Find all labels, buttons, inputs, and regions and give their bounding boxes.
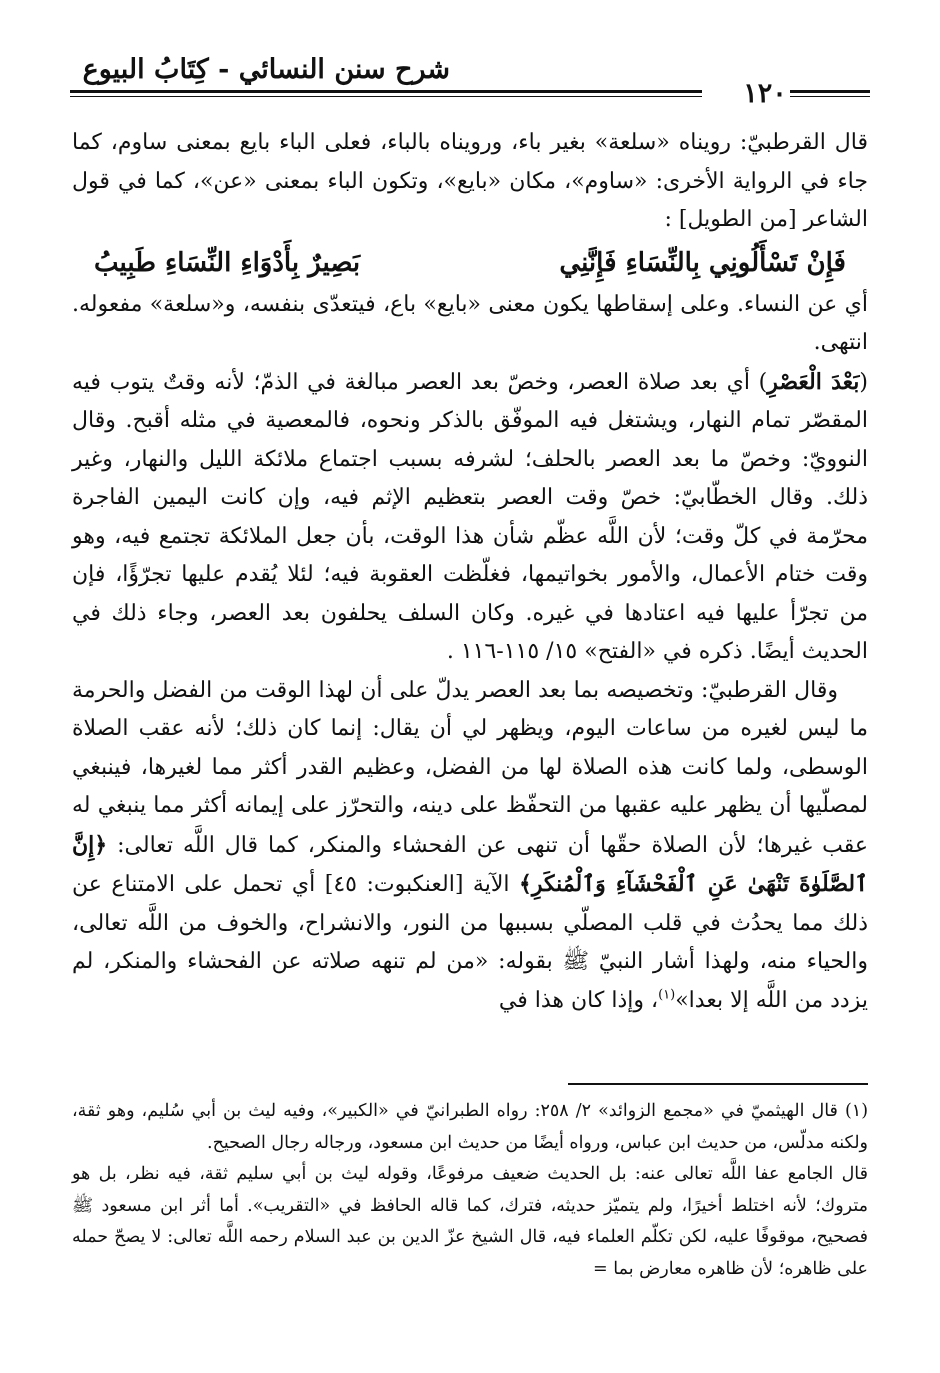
footnote-1-comment: قال الجامع عفا اللَّه تعالى عنه: بل الحديث ضعيف مرفوعًا، وقوله ليث بن أبي سليم ثقة، فيه نظر، بل هو متروك؛ لأنه اختلط أخيرًا، ولم يتميّز حديثه، فترك، كما قاله الحافظ في «التقريب». أما أثر ابن مسعود ﷺ فصحيح، موقوفًا عليه، لكن تكلّم العلماء فيه، قال الشيخ عزّ الدين بن عبد السلام رحمه اللَّه تعالى: لا يصحّ حمله على ظاهره؛ لأن ظاهره معارض بما = (72, 1164, 868, 1279)
poetry-verse (72, 240, 868, 286)
footnote-separator (568, 1083, 868, 1085)
paragraph-qurtubi-1: قال القرطبيّ: رويناه «سلعة» بغير باء، ورويناه بالباء، فعلى الباء بايع بمعنى ساوم، كما جاء في الرواية الأخرى: «ساوم»، مكان «بايع»، وتكون الباء بمعنى «عن»، كما في قول الشاعر [من الطويل] : (72, 130, 868, 232)
lemma-after-asr: بَعْدَ الْعَصْرِ (767, 368, 860, 395)
verse-first-hemistich: فَإِنْ تَسْأَلُونِي بِالنِّسَاءِ فَإِنَّنِي (559, 247, 846, 278)
header-rule-right-thin (790, 96, 870, 97)
header-rule-right (790, 90, 870, 93)
footnotes (72, 1096, 868, 1285)
paragraph-after-asr: (بَعْدَ الْعَصْرِ) أي بعد صلاة العصر، وخصّ بعد العصر مبالغة في الذمّ؛ لأنه وقتٌ يتوب فيه المقصّر تمام النهار، ويشتغل فيه الموفّق بالذكر ونحوه، فالمعصية في مثله أقبح. وقال النوويّ: وخصّ ما بعد العصر بالحلف؛ لشرفه بسبب اجتماع ملائكة الليل والنهار، وغير ذلك. وقال الخطّابيّ: خصّ وقت العصر بتعظيم الإثم فيه، وإن كانت اليمين الفاجرة محرّمة في كلّ وقت؛ لأن اللَّه عظّم شأن هذا الوقت، بأن جعل الملائكة تجتمع فيه، وهو وقت ختام الأعمال، والأمور بخواتيمها، فغلّظت العقوبة فيه؛ لئلا يُقدم عليها تجرّؤًا، فإن من تجرّأ عليها فيه اعتادها في غيره. وكان السلف يحلفون بعد العصر، وجاء ذلك في الحديث أيضًا. ذكره في «الفتح» ١٥/ ١١٥-١١٦ . (72, 368, 869, 664)
paragraph-explanation: أي عن النساء. وعلى إسقاطها يكون معنى «بايع» باع، فيتعدّى بنفسه، و«سلعة» مفعوله. انتهى. (72, 291, 868, 355)
verse-second-hemistich: بَصِيرٌ بِأَدْوَاءِ النِّسَاءِ طَبِيبُ (94, 247, 361, 278)
footnote-ref: (١) (658, 987, 676, 1003)
quran-verse: ﴿إِنَّ ٱلصَّلَوٰةَ تَنْهَىٰ عَنِ ٱلْفَحْشَآءِ وَٱلْمُنكَرِ﴾ (72, 831, 869, 897)
paragraph-qurtubi-2: وقال القرطبيّ: وتخصيصه بما بعد العصر يدلّ على أن لهذا الوقت من الفضل والحرمة ما ليس لغيره من ساعات اليوم، ويظهر لي أن يقال: إنما كان ذلك؛ لأنه عقب الصلاة الوسطى، ولما كانت هذه الصلاة لها من الفضل، وعظيم القدر أكثر مما لغيرها، فينبغي لمصلّيها أن يظهر عليه عقبها من التحفّظ على دينه، والتحرّز على إيمانه أكثر مما ينبغي له عقب غيرها؛ لأن الصلاة حقّها أن تنهى عن الفحشاء والمنكر، كما قال اللَّه تعالى: ﴿إِنَّ ٱلصَّلَوٰةَ تَنْهَىٰ عَنِ ٱلْفَحْشَآءِ وَٱلْمُنكَرِ﴾ الآية [العنكبوت: ٤٥] أي تحمل على الامتناع عن ذلك مما يحدُث في قلب المصلّي بسببها من النور، والانشراح، والخوف من اللَّه تعالى، والحياء منه، ولهذا أشار النبيّ ﷺ بقوله: «من لم تنهه صلاته عن الفحشاء والمنكر، لم يزدد من اللَّه إلا بعدا»$^{(١)}$، وإذا كان هذا في (72, 677, 869, 1013)
running-head-title: شرح سنن النسائي - كِتَابُ البيوع (82, 54, 450, 85)
page-header (70, 50, 870, 110)
page-number: ١٢٠ (743, 78, 787, 109)
header-rule-thin (70, 96, 702, 97)
footnote-1: (١) قال الهيثميّ في «مجمع الزوائد» ٢/ ٢٥٨: رواه الطبرانيّ في «الكبير»، وفيه ليث بن أبي سُليم، وهو ثقة، ولكنه مدلّس، من حديث ابن عباس، ورواه أيضًا من حديث ابن مسعود، ورجاله رجال الصحيح. (72, 1101, 869, 1153)
main-text (72, 124, 868, 1020)
header-rule (70, 90, 702, 93)
